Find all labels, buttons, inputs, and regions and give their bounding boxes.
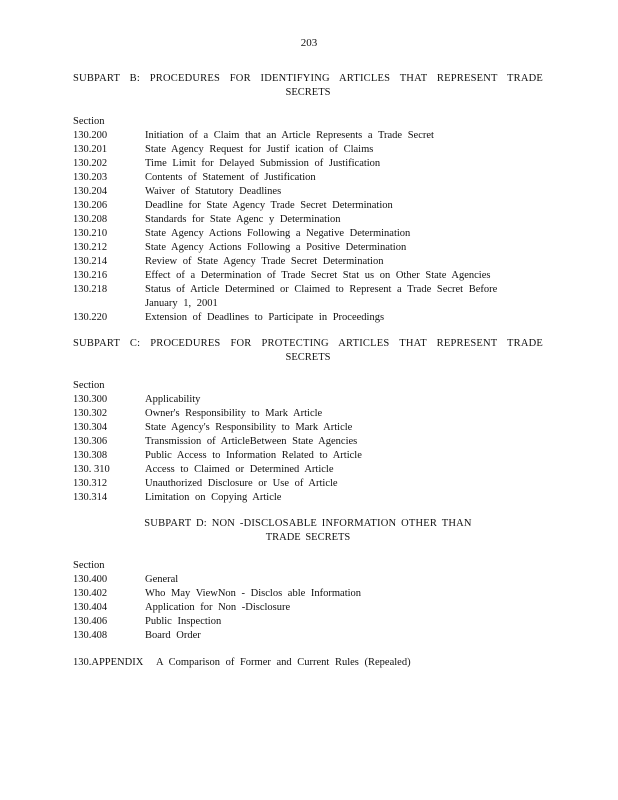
section-number: 130.400 (73, 574, 108, 585)
page-number: 203 (300, 37, 318, 49)
section-number: 130.210 (73, 228, 108, 239)
section-number: 130.304 (73, 422, 108, 433)
toc-entry (73, 199, 543, 213)
section-number: 130.214 (73, 256, 108, 267)
section-number: 130.408 (73, 630, 108, 641)
section-title: Access to Claimed or Determined Article (145, 464, 334, 475)
toc-entry (73, 269, 543, 283)
subpart-d-heading-cont: TRADE SECRETS (265, 532, 351, 543)
section-number: 130.216 (73, 270, 108, 281)
subpart-b (73, 72, 543, 325)
section-title: State Agency Actions Following a Positive Determination (145, 242, 407, 253)
section-title: Public Access to Information Related to Article (145, 450, 362, 461)
section-number: 130.306 (73, 436, 108, 447)
section-title: General (145, 574, 179, 585)
toc-entry (73, 185, 543, 199)
section-title: Public Inspection (145, 616, 222, 627)
section-number: 130.404 (73, 602, 108, 613)
toc-entry (73, 435, 543, 449)
section-title: Transmission of ArticleBetween State Agencies (145, 436, 358, 447)
section-title: Unauthorized Disclosure or Use of Article (145, 478, 338, 489)
section-title: Limitation on Copying Article (145, 492, 282, 503)
appendix (73, 656, 543, 670)
section-number: 130.200 (73, 130, 108, 141)
toc-entry (73, 227, 543, 241)
section-title: Time Limit for Delayed Submission of Justification (145, 158, 381, 169)
toc-entry (73, 407, 543, 421)
section-number: 130.312 (73, 478, 108, 489)
toc-entry (73, 491, 543, 505)
toc-entry (73, 615, 543, 629)
subpart-d (73, 517, 543, 643)
toc-entry (73, 255, 543, 269)
section-title: Standards for State Agenc y Determination (145, 214, 341, 225)
section-label: Section (73, 380, 105, 391)
section-title: State Agency Actions Following a Negative Determination (145, 228, 411, 239)
toc-entry (73, 449, 543, 463)
section-number: 130.406 (73, 616, 108, 627)
section-title: Effect of a Determination of Trade Secret Stat us on Other State Agencies (145, 270, 491, 281)
section-title: Applicability (145, 394, 201, 405)
toc-entry (73, 601, 543, 615)
section-number: 130.203 (73, 172, 108, 183)
section-title: Deadline for State Agency Trade Secret Determination (145, 200, 393, 211)
toc-entry (73, 463, 543, 477)
section-number: 130.302 (73, 408, 108, 419)
section-label: Section (73, 560, 105, 571)
appendix-entry (73, 656, 543, 670)
toc-entry (73, 213, 543, 227)
section-title: Status of Article Determined or Claimed to Represent a Trade Secret Before January 1, 2001 (145, 284, 498, 309)
toc-entry (73, 421, 543, 435)
section-title: Contents of Statement of Justification (145, 172, 316, 183)
section-title: Owner's Responsibility to Mark Article (145, 408, 323, 419)
subpart-c (73, 337, 543, 505)
section-label: Section (73, 116, 105, 127)
section-number: 130.300 (73, 394, 108, 405)
section-number: 130. 310 (73, 464, 110, 475)
section-number: 130.220 (73, 312, 108, 323)
section-number: 130.314 (73, 492, 108, 503)
toc-entry (73, 283, 543, 311)
toc-entry (73, 143, 543, 157)
toc-entry (73, 311, 543, 325)
section-number: 130.308 (73, 450, 108, 461)
toc-entry (73, 573, 543, 587)
toc-entry (73, 477, 543, 491)
appendix-title: A Comparison of Former and Current Rules (Repealed) (156, 657, 411, 668)
section-number: 130.206 (73, 200, 108, 211)
section-number: 130.212 (73, 242, 108, 253)
subpart-b-heading-cont: SECRETS (285, 87, 331, 98)
subpart-b-heading: SUBPART B: PROCEDURES FOR IDENTIFYING ARTICLES THAT REPRESENT TRADE (73, 73, 543, 84)
toc-entry (73, 171, 543, 185)
section-title: Who May ViewNon - Disclos able Information (145, 588, 362, 599)
toc-entry (73, 629, 543, 643)
toc-entry (73, 393, 543, 407)
section-title: Application for Non -Disclosure (145, 602, 291, 613)
subpart-d-heading: SUBPART D: NON -DISCLOSABLE INFORMATION OTHER THAN (144, 518, 472, 529)
subpart-c-heading: SUBPART C: PROCEDURES FOR PROTECTING ARTICLES THAT REPRESENT TRADE (73, 338, 543, 349)
subpart-c-heading-cont: SECRETS (285, 352, 331, 363)
toc-entry (73, 241, 543, 255)
section-number: 130.208 (73, 214, 108, 225)
section-title: State Agency's Responsibility to Mark Article (145, 422, 353, 433)
section-title: Review of State Agency Trade Secret Determination (145, 256, 384, 267)
section-number: 130.204 (73, 186, 108, 197)
toc-entry (73, 157, 543, 171)
section-title: Board Order (145, 630, 201, 641)
section-title: Initiation of a Claim that an Article Represents a Trade Secret (145, 130, 434, 141)
toc-entry (73, 587, 543, 601)
section-title: Extension of Deadlines to Participate in Proceedings (145, 312, 385, 323)
appendix-number: 130.APPENDIX (73, 657, 144, 668)
section-number: 130.402 (73, 588, 108, 599)
section-number: 130.201 (73, 144, 108, 155)
section-title: Waiver of Statutory Deadlines (145, 186, 282, 197)
section-number: 130.218 (73, 284, 108, 295)
toc-entry (73, 129, 543, 143)
section-number: 130.202 (73, 158, 108, 169)
section-title: State Agency Request for Justif ication of Claims (145, 144, 374, 155)
